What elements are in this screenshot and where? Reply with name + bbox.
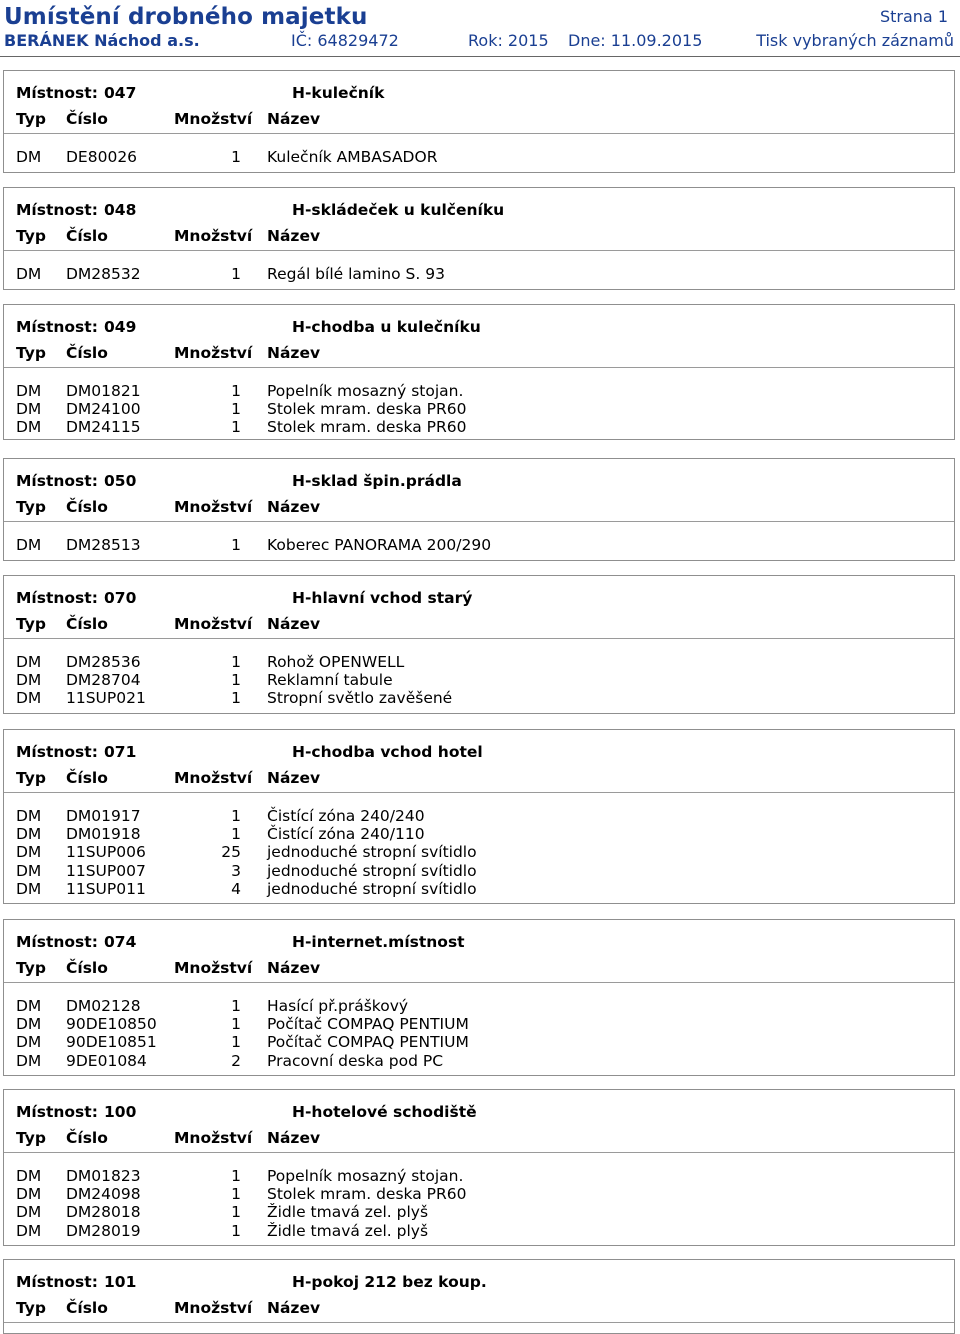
- column-header-typ: Typ: [16, 769, 46, 787]
- table-row: [4, 880, 954, 898]
- item-quantity: 1: [231, 997, 241, 1015]
- item-name: Stolek mram. deska PR60: [267, 1185, 467, 1204]
- table-row: [4, 400, 954, 418]
- item-number: DM28513: [66, 536, 141, 554]
- item-quantity: 1: [231, 400, 241, 419]
- table-row: [4, 997, 954, 1015]
- room-number: 100: [104, 1103, 137, 1121]
- item-quantity: 1: [231, 653, 241, 671]
- item-type: DM: [16, 418, 42, 437]
- room-label: Místnost:: [16, 201, 98, 219]
- item-quantity: 1: [231, 825, 241, 844]
- room-name: H-chodba vchod hotel: [292, 743, 483, 761]
- room-header: [4, 730, 954, 793]
- item-name: Stropní světlo zavěšené: [267, 689, 453, 708]
- item-type: DM: [16, 1185, 42, 1204]
- room-number: 048: [104, 201, 137, 219]
- room-header: [4, 459, 954, 522]
- header-divider: [0, 56, 960, 57]
- item-type: DM: [16, 536, 42, 554]
- item-name: Regál bílé lamino S. 93: [267, 265, 445, 283]
- item-number: DM24098: [66, 1185, 141, 1204]
- room-label: Místnost:: [16, 1103, 98, 1121]
- column-header-typ: Typ: [16, 1299, 46, 1317]
- item-quantity: 2: [231, 1051, 241, 1070]
- item-type: DM: [16, 671, 42, 690]
- column-header-nazev: Název: [267, 959, 321, 977]
- items-table: [4, 983, 954, 1078]
- item-quantity: 1: [231, 382, 241, 400]
- item-type: DM: [16, 1051, 42, 1070]
- room-name: H-internet.místnost: [292, 933, 465, 951]
- column-header-nazev: Název: [267, 769, 321, 787]
- room-section: [3, 919, 955, 1076]
- item-quantity: 1: [231, 1221, 241, 1240]
- item-number: 11SUP006: [66, 843, 146, 862]
- column-header-typ: Typ: [16, 615, 46, 633]
- room-header: [4, 1260, 954, 1323]
- item-number: 9DE01084: [66, 1051, 147, 1070]
- item-type: DM: [16, 825, 42, 844]
- item-type: DM: [16, 879, 42, 898]
- items-table: [4, 368, 954, 445]
- room-label: Místnost:: [16, 589, 98, 607]
- column-header-cislo: Číslo: [66, 615, 108, 633]
- room-label: Místnost:: [16, 472, 98, 490]
- items-table: [4, 793, 954, 906]
- room-section: [3, 1259, 955, 1334]
- item-name: jednoduché stropní svítidlo: [267, 861, 477, 880]
- items-table: [4, 639, 954, 716]
- column-header-cislo: Číslo: [66, 498, 108, 516]
- item-quantity: 1: [231, 1015, 241, 1034]
- item-name: Hasící př.práškový: [267, 997, 409, 1015]
- item-quantity: 1: [231, 1203, 241, 1222]
- room-label: Místnost:: [16, 318, 98, 336]
- column-header-mnozstvi: Množství: [174, 959, 253, 977]
- item-number: DM28018: [66, 1203, 141, 1222]
- column-header-typ: Typ: [16, 227, 46, 245]
- report-date: Dne: 11.09.2015: [568, 31, 703, 50]
- column-header-cislo: Číslo: [66, 1129, 108, 1147]
- item-quantity: 1: [231, 1185, 241, 1204]
- item-number: DM01821: [66, 382, 141, 400]
- item-type: DM: [16, 861, 42, 880]
- item-quantity: 3: [231, 861, 241, 880]
- table-row: [4, 807, 954, 825]
- column-header-cislo: Číslo: [66, 344, 108, 362]
- item-number: 11SUP021: [66, 689, 146, 708]
- table-row: [4, 382, 954, 400]
- room-number: 071: [104, 743, 137, 761]
- item-type: DM: [16, 807, 42, 825]
- item-type: DM: [16, 148, 42, 166]
- item-type: DM: [16, 400, 42, 419]
- table-row: [4, 1185, 954, 1203]
- table-row: [4, 1222, 954, 1240]
- item-number: DM24100: [66, 400, 141, 419]
- item-number: DM24115: [66, 418, 141, 437]
- page-number: Strana 1: [879, 7, 948, 26]
- table-row: [4, 536, 954, 554]
- items-table: [4, 251, 954, 291]
- item-number: DM01823: [66, 1167, 141, 1185]
- table-row: [4, 689, 954, 707]
- item-quantity: 1: [231, 671, 241, 690]
- item-number: DM01917: [66, 807, 141, 825]
- item-type: DM: [16, 1033, 42, 1052]
- item-number: DE80026: [66, 148, 138, 166]
- item-quantity: 1: [231, 265, 241, 283]
- column-header-typ: Typ: [16, 498, 46, 516]
- column-header-mnozstvi: Množství: [174, 1299, 253, 1317]
- column-header-typ: Typ: [16, 110, 46, 128]
- page-header: [0, 0, 960, 56]
- item-number: DM02128: [66, 997, 141, 1015]
- room-number: 050: [104, 472, 137, 490]
- item-quantity: 1: [231, 148, 241, 166]
- items-table: [4, 134, 954, 174]
- room-header: [4, 1090, 954, 1153]
- item-quantity: 25: [221, 843, 241, 862]
- room-header: [4, 71, 954, 134]
- print-mode: Tisk vybraných záznamů: [756, 31, 954, 50]
- item-name: Stolek mram. deska PR60: [267, 418, 467, 437]
- room-header: [4, 576, 954, 639]
- column-header-cislo: Číslo: [66, 110, 108, 128]
- item-number: DM28704: [66, 671, 141, 690]
- item-name: Pracovní deska pod PC: [267, 1051, 444, 1070]
- item-type: DM: [16, 1167, 42, 1185]
- room-name: H-hlavní vchod starý: [292, 589, 473, 607]
- item-type: DM: [16, 1203, 42, 1222]
- table-row: [4, 825, 954, 843]
- item-name: Kulečník AMBASADOR: [267, 148, 438, 166]
- column-header-typ: Typ: [16, 344, 46, 362]
- room-section: [3, 575, 955, 714]
- item-quantity: 1: [231, 418, 241, 437]
- room-label: Místnost:: [16, 743, 98, 761]
- item-quantity: 1: [231, 689, 241, 708]
- column-header-nazev: Název: [267, 498, 321, 516]
- table-row: [4, 1203, 954, 1221]
- item-quantity: 1: [231, 536, 241, 554]
- item-quantity: 1: [231, 807, 241, 825]
- item-name: Židle tmavá zel. plyš: [267, 1203, 429, 1222]
- item-number: 11SUP007: [66, 861, 146, 880]
- item-type: DM: [16, 382, 42, 400]
- room-section: [3, 1089, 955, 1246]
- table-row: [4, 1033, 954, 1051]
- items-table: [4, 522, 954, 562]
- column-header-nazev: Název: [267, 227, 321, 245]
- table-row: [4, 1167, 954, 1185]
- table-row: [4, 418, 954, 436]
- room-name: H-chodba u kulečníku: [292, 318, 481, 336]
- table-row: [4, 1015, 954, 1033]
- column-header-mnozstvi: Množství: [174, 769, 253, 787]
- item-quantity: 4: [231, 879, 241, 898]
- item-number: DM28532: [66, 265, 141, 283]
- room-section: [3, 187, 955, 290]
- room-number: 049: [104, 318, 137, 336]
- item-type: DM: [16, 843, 42, 862]
- room-number: 070: [104, 589, 137, 607]
- room-number: 047: [104, 84, 137, 102]
- column-header-mnozstvi: Množství: [174, 498, 253, 516]
- column-header-mnozstvi: Množství: [174, 227, 253, 245]
- room-label: Místnost:: [16, 1273, 98, 1291]
- room-label: Místnost:: [16, 84, 98, 102]
- table-row: [4, 671, 954, 689]
- table-row: [4, 862, 954, 880]
- table-row: [4, 265, 954, 283]
- room-label: Místnost:: [16, 933, 98, 951]
- report-year: Rok: 2015: [468, 31, 549, 50]
- column-header-cislo: Číslo: [66, 769, 108, 787]
- room-section: [3, 458, 955, 561]
- column-header-mnozstvi: Množství: [174, 1129, 253, 1147]
- room-name: H-skládeček u kulčeníku: [292, 201, 505, 219]
- room-header: [4, 188, 954, 251]
- room-name: H-hotelové schodiště: [292, 1103, 477, 1121]
- table-row: [4, 148, 954, 166]
- column-header-typ: Typ: [16, 1129, 46, 1147]
- room-name: H-kulečník: [292, 84, 385, 102]
- room-name: H-pokoj 212 bez koup.: [292, 1273, 487, 1291]
- table-row: [4, 843, 954, 861]
- items-table: [4, 1153, 954, 1248]
- room-section: [3, 70, 955, 173]
- item-number: DM01918: [66, 825, 141, 844]
- item-name: Popelník mosazný stojan.: [267, 382, 464, 400]
- item-name: Stolek mram. deska PR60: [267, 400, 467, 419]
- item-quantity: 1: [231, 1033, 241, 1052]
- item-type: DM: [16, 1015, 42, 1034]
- column-header-typ: Typ: [16, 959, 46, 977]
- item-number: DM28536: [66, 653, 141, 671]
- column-header-cislo: Číslo: [66, 959, 108, 977]
- column-header-nazev: Název: [267, 615, 321, 633]
- company-id: IČ: 64829472: [291, 31, 399, 50]
- document-title: Umístění drobného majetku: [4, 4, 368, 30]
- column-header-mnozstvi: Množství: [174, 110, 253, 128]
- room-section: [3, 729, 955, 904]
- table-row: [4, 653, 954, 671]
- room-number: 074: [104, 933, 137, 951]
- room-section: [3, 304, 955, 440]
- item-name: jednoduché stropní svítidlo: [267, 843, 477, 862]
- item-name: Reklamní tabule: [267, 671, 393, 690]
- column-header-nazev: Název: [267, 1129, 321, 1147]
- item-quantity: 1: [231, 1167, 241, 1185]
- item-name: Koberec PANORAMA 200/290: [267, 536, 492, 554]
- room-header: [4, 305, 954, 368]
- item-type: DM: [16, 265, 42, 283]
- column-header-cislo: Číslo: [66, 1299, 108, 1317]
- item-type: DM: [16, 689, 42, 708]
- item-name: jednoduché stropní svítidlo: [267, 879, 477, 898]
- company-name: BERÁNEK Náchod a.s.: [4, 31, 200, 50]
- item-number: DM28019: [66, 1221, 141, 1240]
- item-number: 90DE10850: [66, 1015, 157, 1034]
- item-name: Rohož OPENWELL: [267, 653, 405, 671]
- column-header-mnozstvi: Množství: [174, 344, 253, 362]
- column-header-nazev: Název: [267, 110, 321, 128]
- room-name: H-sklad špin.prádla: [292, 472, 462, 490]
- item-name: Židle tmavá zel. plyš: [267, 1221, 429, 1240]
- room-number: 101: [104, 1273, 137, 1291]
- item-name: Čistící zóna 240/240: [267, 807, 425, 825]
- column-header-mnozstvi: Množství: [174, 615, 253, 633]
- item-type: DM: [16, 653, 42, 671]
- table-row: [4, 1052, 954, 1070]
- item-name: Čistící zóna 240/110: [267, 825, 425, 844]
- item-name: Počítač COMPAQ PENTIUM: [267, 1015, 469, 1034]
- item-type: DM: [16, 1221, 42, 1240]
- column-header-nazev: Název: [267, 344, 321, 362]
- item-name: Počítač COMPAQ PENTIUM: [267, 1033, 469, 1052]
- item-name: Popelník mosazný stojan.: [267, 1167, 464, 1185]
- item-number: 11SUP011: [66, 879, 146, 898]
- item-type: DM: [16, 997, 42, 1015]
- room-header: [4, 920, 954, 983]
- column-header-cislo: Číslo: [66, 227, 108, 245]
- item-number: 90DE10851: [66, 1033, 157, 1052]
- column-header-nazev: Název: [267, 1299, 321, 1317]
